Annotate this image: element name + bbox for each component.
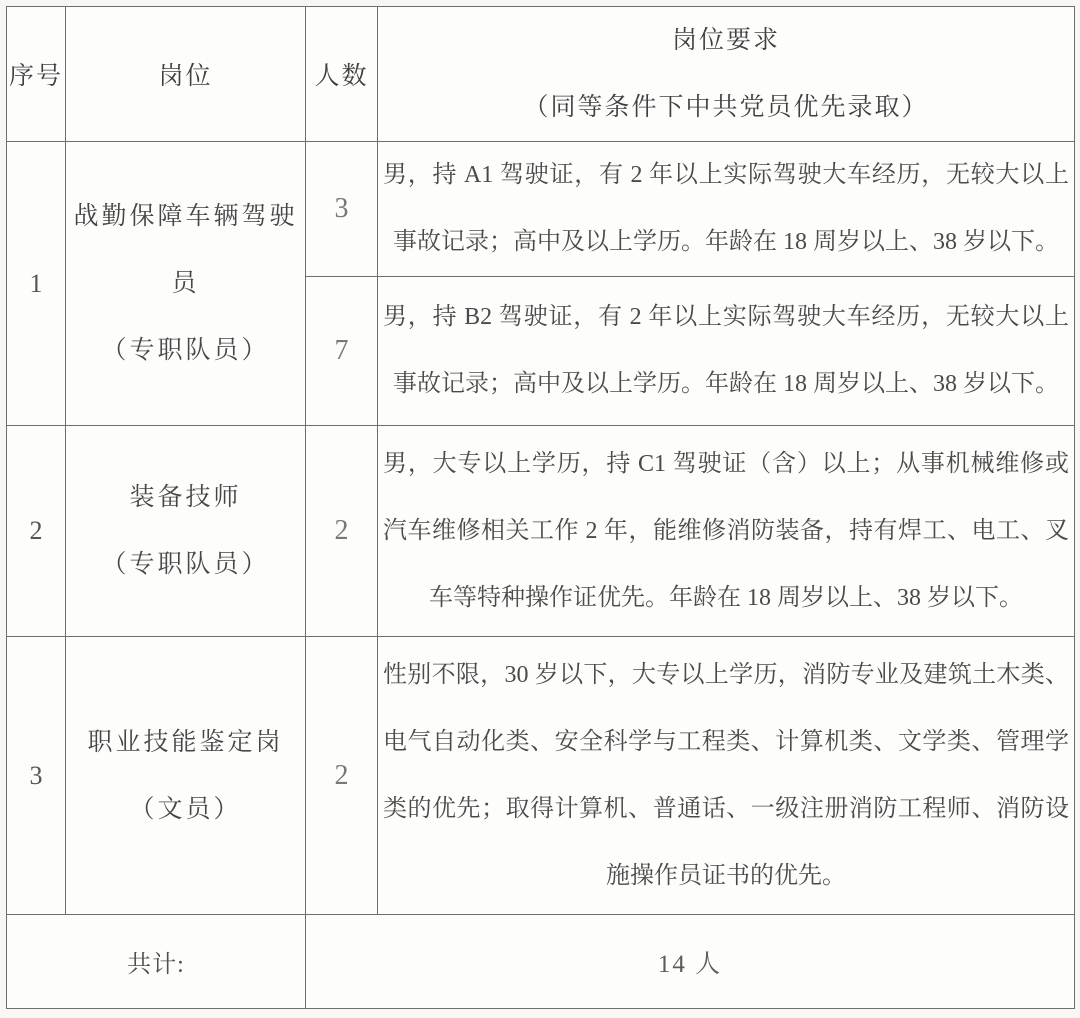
count-cell-2: 2 [306,426,378,637]
total-label-cell: 共计: [7,915,306,1009]
position-name: 职业技能鉴定岗 [87,728,284,756]
requirement-cell-3: 性别不限，30 岁以下，大专以上学历，消防专业及建筑土木类、电气自动化类、安全科学与工程类、计算机类、文学类、管理学类的优先；取得计算机、普通话、一级注册消防工程师、消防设施操作员证书的优先。 [378,637,1075,915]
position-type: （专职队员） [101,337,270,364]
count-cell-3: 2 [306,637,378,915]
table-row-3 [7,637,1075,915]
requirements-subtitle: （同等条件下中共党员优先录取） [523,94,929,121]
count-cell-1a: 3 [306,142,378,277]
col-header-position: 岗位 [66,7,306,142]
col-header-count: 人数 [306,7,378,142]
recruitment-table [6,6,1075,1009]
count-cell-1b: 7 [306,277,378,426]
position-type: （专职队员） [101,551,270,578]
position-type: （文员） [129,795,242,823]
table-row-1a [7,142,1075,277]
requirements-title: 岗位要求 [671,27,780,54]
requirement-cell-1a: 男，持 A1 驾驶证，有 2 年以上实际驾驶大车经历，无较大以上事故记录；高中及以上学历。年龄在 18 周岁以上、38 岁以下。 [378,142,1075,277]
position-cell-1 [66,142,306,426]
col-header-seq: 序号 [7,7,66,142]
col-header-requirements [378,7,1075,142]
requirement-cell-1b: 男，持 B2 驾驶证，有 2 年以上实际驾驶大车经历，无较大以上事故记录；高中及以上学历。年龄在 18 周岁以上、38 岁以下。 [378,277,1075,426]
table-row-2 [7,426,1075,637]
header-row [7,7,1075,142]
position-cell-2 [66,426,306,637]
total-row [7,915,1075,1009]
seq-cell-1: 1 [7,142,66,426]
seq-cell-3: 3 [7,637,66,915]
seq-cell-2: 2 [7,426,66,637]
position-name: 装备技师 [129,484,242,511]
total-value-cell: 14 人 [306,915,1075,1009]
position-cell-3 [66,637,306,915]
position-name: 战勤保障车辆驾驶员 [73,203,298,297]
requirement-cell-2: 男，大专以上学历，持 C1 驾驶证（含）以上；从事机械维修或汽车维修相关工作 2 年，能维修消防装备，持有焊工、电工、叉车等特种操作证优先。年龄在 18 周岁以上、38 岁以下。 [378,426,1075,637]
